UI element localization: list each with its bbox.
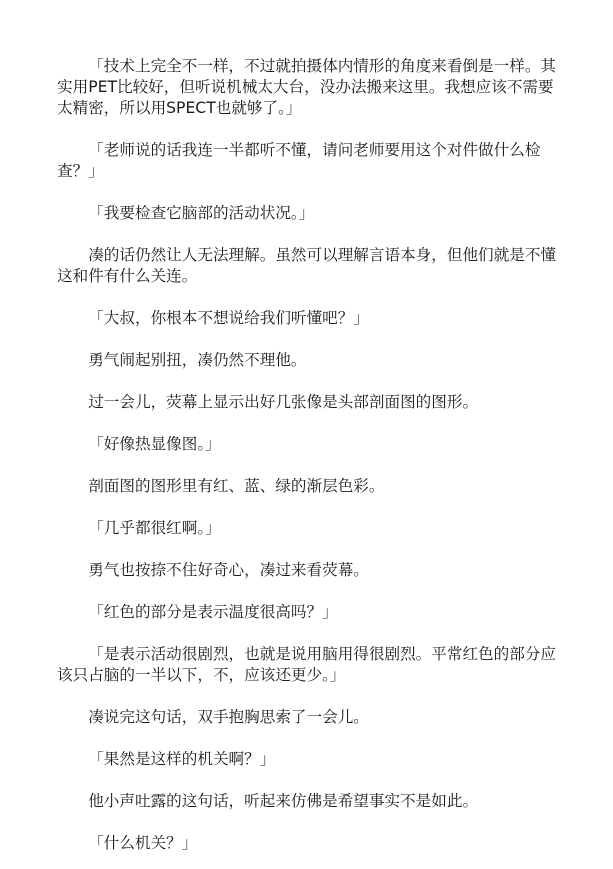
paragraph-3: 「我要检查它脑部的活动状况。」	[88, 204, 315, 222]
paragraph-2: 「老师说的话我连一半都听不懂，请问老师要用这个对件做什么检查？」	[57, 141, 541, 180]
paragraph-13: 「是表示活动很剧烈，也就是说用脑用得很剧烈。平常红色的部分应该只占脑的一半以下，不，应该还更少。」	[57, 645, 557, 684]
paragraph-15: 「果然是这样的机关啊？」	[88, 750, 276, 768]
paragraph-5: 「大叔，你根本不想说给我们听懂吧？」	[88, 309, 369, 327]
paragraph-7: 过一会儿，荧幕上显示出好几张像是头部剖面图的图形。	[88, 393, 479, 411]
paragraph-11: 勇气也按捺不住好奇心，凑过来看荧幕。	[88, 561, 369, 579]
paragraph-8: 「好像热显像图。」	[88, 435, 221, 453]
paragraph-1: 「技术上完全不一样，不过就拍摄体内情形的角度来看倒是一样。其实用PET比较好，但听说机械太大台，没办法搬来这里。我想应该不需要太精密，所以用SPECT也就够了。」	[57, 57, 557, 117]
paragraph-17: 「什么机关？」	[88, 834, 198, 852]
paragraph-14: 凑说完这句话，双手抱胸思索了一会儿。	[88, 708, 369, 726]
paragraph-12: 「红色的部分是表示温度很高吗？」	[88, 603, 338, 621]
paragraph-9: 剖面图的图形里有红、蓝、绿的渐层色彩。	[88, 477, 385, 495]
paragraph-16: 他小声吐露的这句话，听起来仿佛是希望事实不是如此。	[88, 792, 479, 810]
paragraph-10: 「几乎都很红啊。」	[88, 519, 221, 537]
paragraph-6: 勇气闹起别扭，凑仍然不理他。	[88, 351, 307, 369]
paragraph-4: 凑的话仍然让人无法理解。虽然可以理解言语本身，但他们就是不懂这和件有什么关连。	[57, 246, 557, 285]
